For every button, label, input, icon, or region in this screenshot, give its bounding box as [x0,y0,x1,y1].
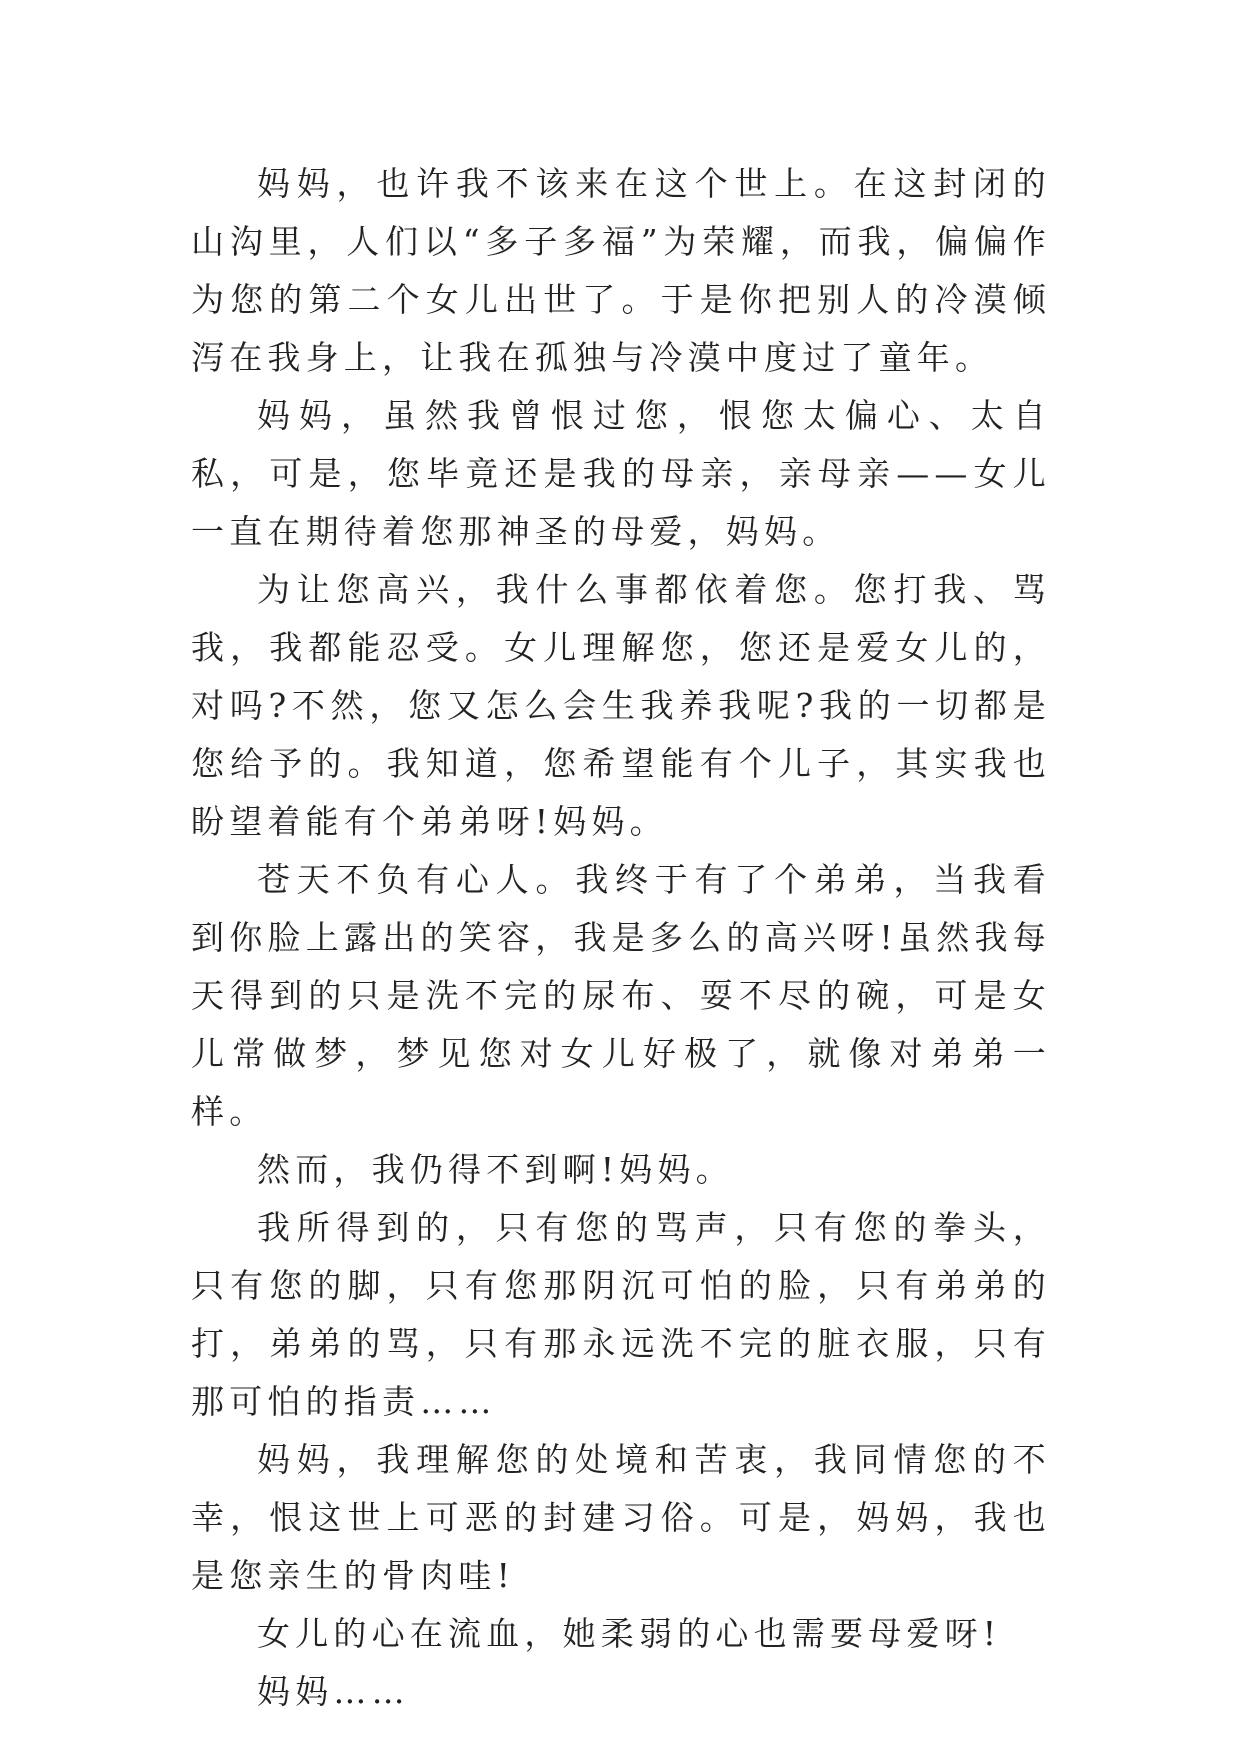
paragraph-7: 妈妈，我理解您的处境和苦衷，我同情您的不幸，恨这世上可恶的封建习俗。可是，妈妈，我也是您亲生的骨肉哇! [191,1440,1051,1595]
paragraph-2: 妈妈，虽然我曾恨过您，恨您太偏心、太自私，可是，您毕竟还是我的母亲，亲母亲——女儿一直在期待着您那神圣的母爱，妈妈。 [191,396,1051,551]
paragraph-4: 苍天不负有心人。我终于有了个弟弟，当我看到你脸上露出的笑容，我是多么的高兴呀!虽然我每天得到的只是洗不完的尿布、耍不尽的碗，可是女儿常做梦，梦见您对女儿好极了，就像对弟弟一样。 [191,860,1051,1131]
paragraph-3: 为让您高兴，我什么事都依着您。您打我、骂我，我都能忍受。女儿理解您，您还是爱女儿的，对吗?不然，您又怎么会生我养我呢?我的一切都是您给予的。我知道，您希望能有个儿子，其实我也盼望着能有个弟弟呀!妈妈。 [191,570,1051,841]
paragraph-9: 妈妈…… [257,1672,410,1711]
paragraph-8: 女儿的心在流血，她柔弱的心也需要母爱呀! [257,1614,1002,1653]
paragraph-5: 然而，我仍得不到啊!妈妈。 [257,1150,734,1189]
letter-body [191,155,1051,1721]
paragraph-1: 妈妈，也许我不该来在这个世上。在这封闭的山沟里，人们以“多子多福”为荣耀，而我，偏偏作为您的第二个女儿出世了。于是你把别人的冷漠倾泻在我身上，让我在孤独与冷漠中度过了童年。 [191,164,1051,377]
paragraph-6: 我所得到的，只有您的骂声，只有您的拳头，只有您的脚，只有您那阴沉可怕的脸，只有弟弟的打，弟弟的骂，只有那永远洗不完的脏衣服，只有那可怕的指责…… [191,1208,1051,1421]
